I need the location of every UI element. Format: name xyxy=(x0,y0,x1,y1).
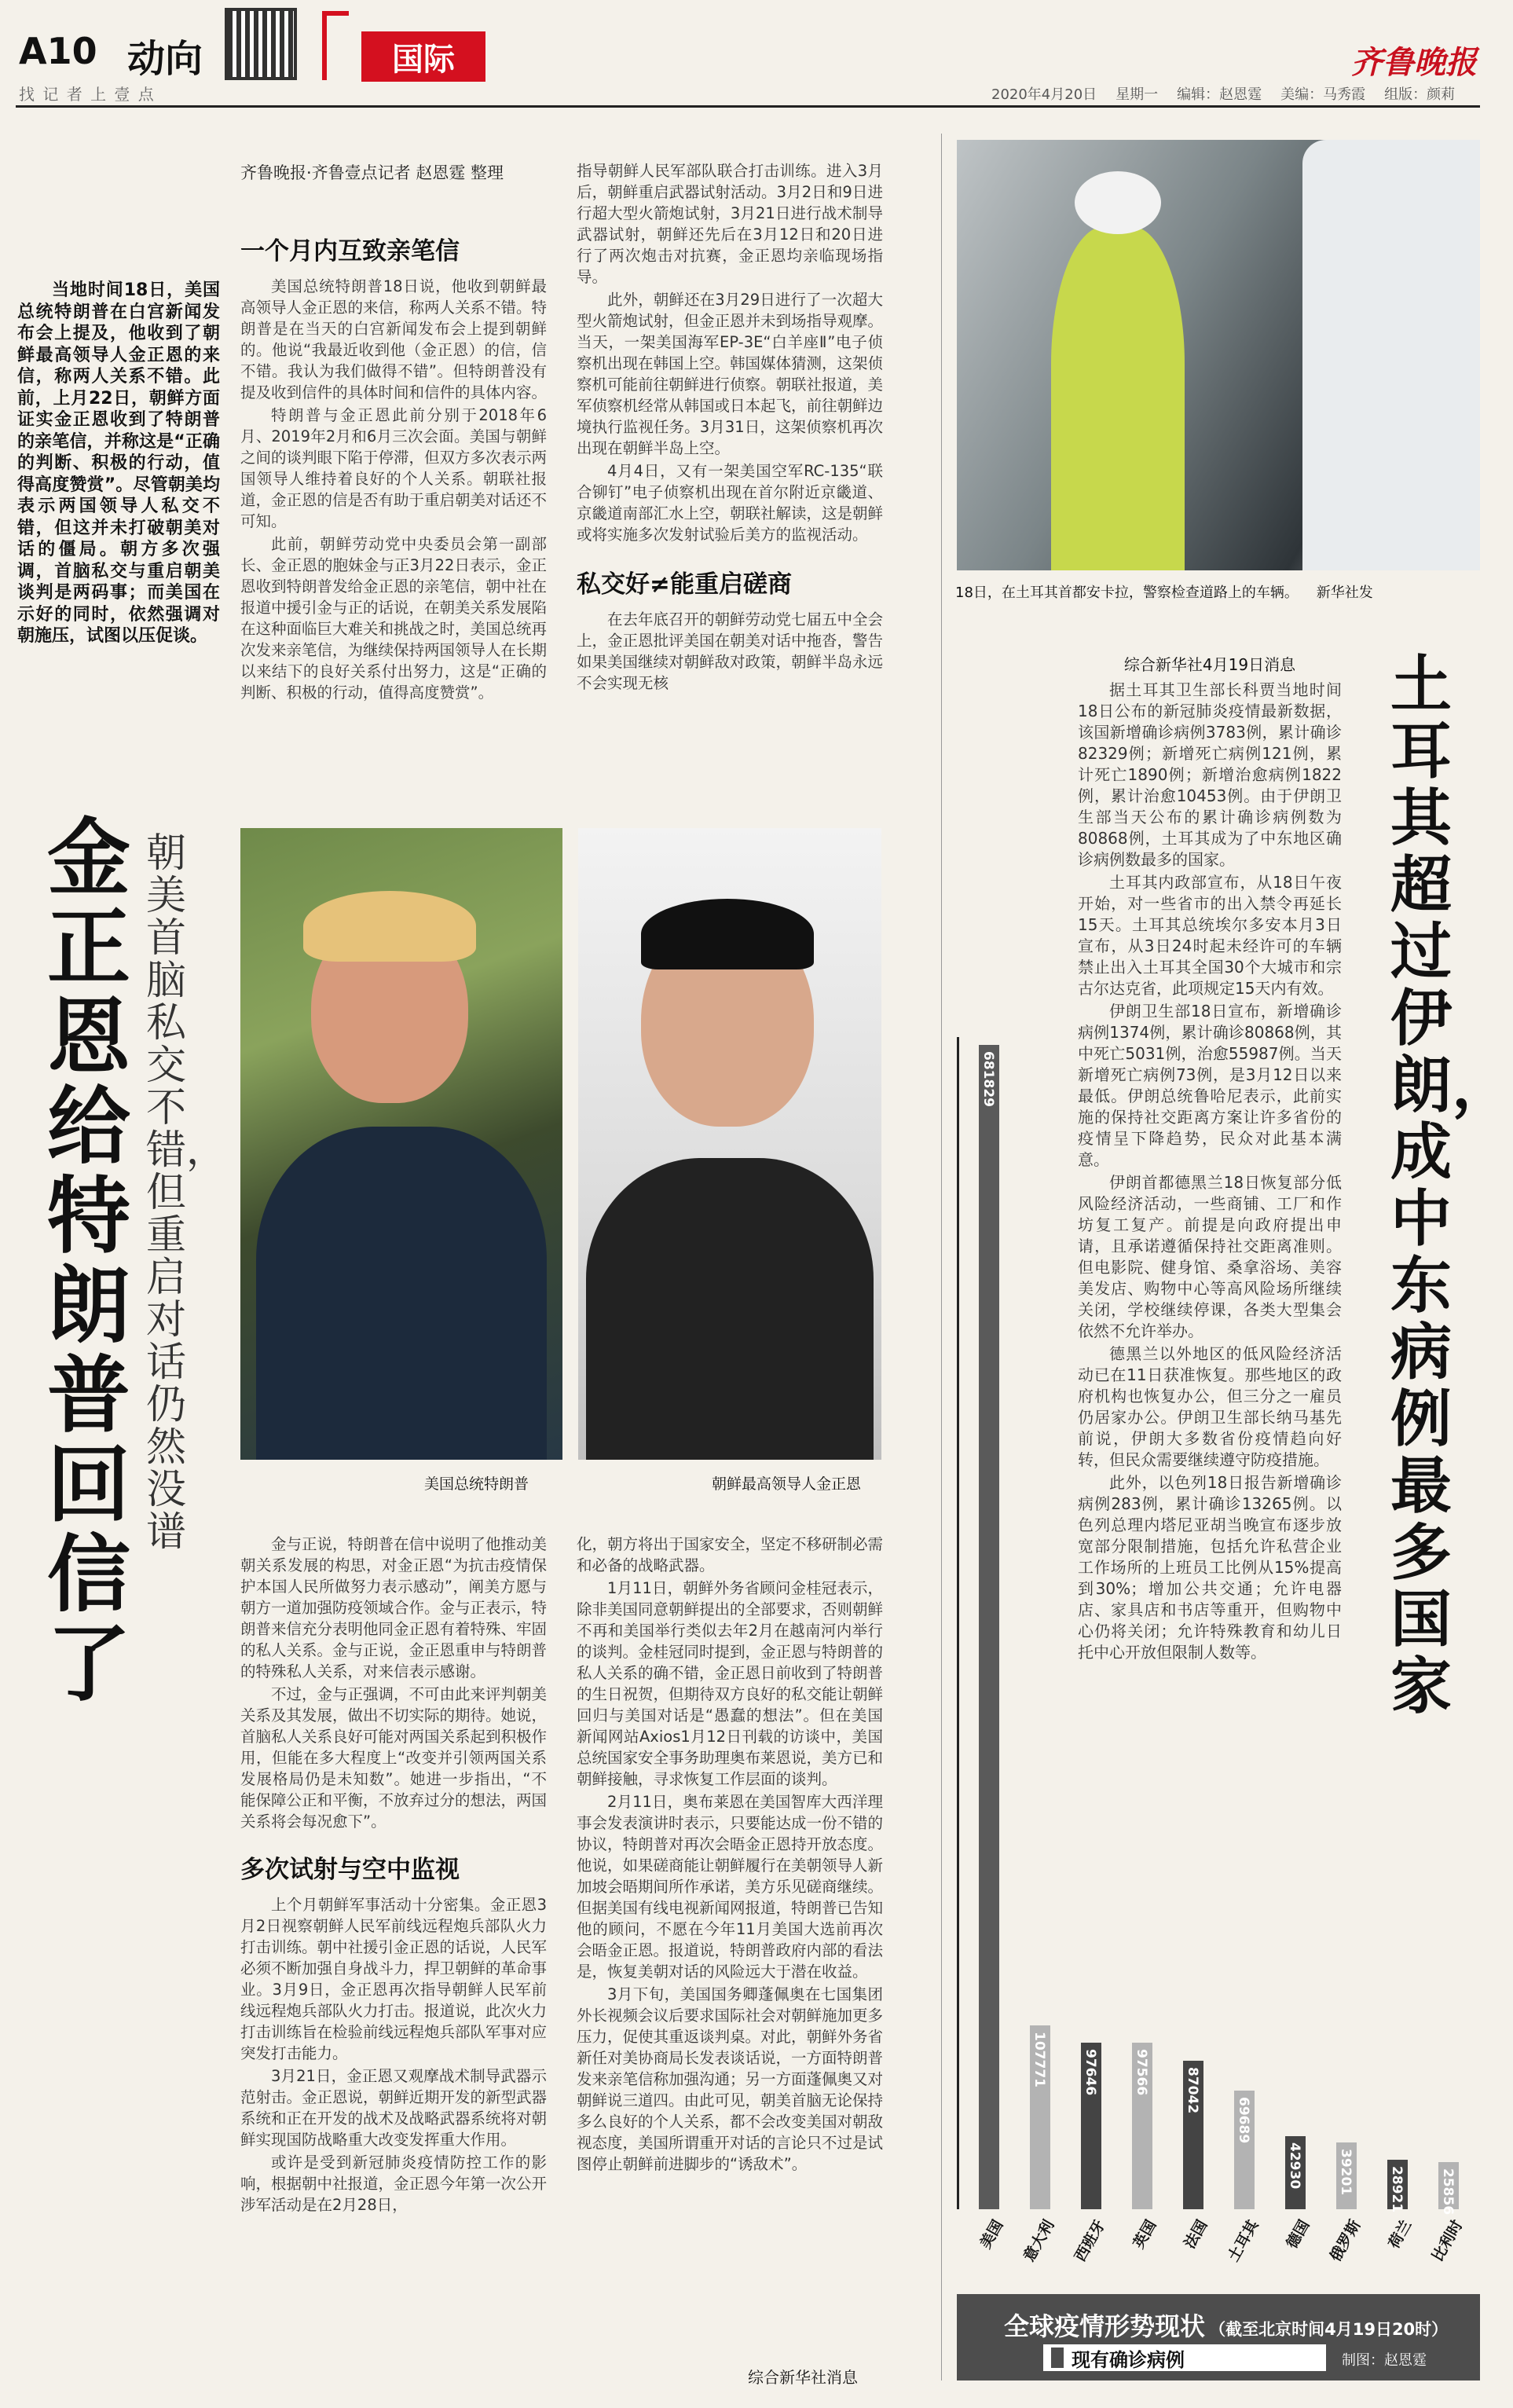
legend-label: 现有确诊病例 xyxy=(1072,2348,1185,2371)
hair-icon xyxy=(303,891,476,962)
bracket-icon xyxy=(322,11,349,80)
chart-legend xyxy=(1043,2344,1326,2371)
header-rule xyxy=(16,105,1480,108)
paragraph: 不过，金与正强调，不可由此来评判朝美关系及其发展，做出不切实际的期待。她说，首脑私人关系良好可能对两国关系起到积极作用，但能在多大程度上“改变并引领两国关系发展格局仍是未知数”。她进一步指出，“不能保障公正和平衡，不放弃过分的想法，两国关系将会每况愈下”。 xyxy=(240,1685,548,1831)
qr-code-icon xyxy=(225,8,297,80)
chart-data-label-9: 25856 xyxy=(1439,2168,1456,2216)
issue-date: 2020年4月20日 xyxy=(991,86,1097,103)
suit-icon xyxy=(586,1158,874,1460)
paragraph: 此前，朝鲜劳动党中央委员会第一副部长、金正恩的胞妹金与正3月22日表示，金正恩收到特朗普发给金正恩的亲笔信，朝中社在报道中援引金与正的话说，在朝美关系发展陷在这种面临巨大难关和挑战之时，美国总统再次发来亲笔信，为继续保持两国领导人在长期以来结下的良好关系付出努力，这是“正确的判断、积极的行动，值得高度赞赏”。 xyxy=(240,535,548,702)
designer: 美编：马秀霞 xyxy=(1280,86,1366,103)
paragraph: 或许是受到新冠肺炎疫情防控工作的影响，根据朝中社报道，金正恩今年第一次公开涉军活动是在2月28日， xyxy=(240,2153,548,2214)
hair-icon xyxy=(641,899,814,969)
article-source: 综合新华社消息 xyxy=(748,2368,858,2387)
section-subline: 找 记 者 上 壹 点 xyxy=(19,85,156,104)
chart-credit: 制图：赵恩霆 xyxy=(1342,2352,1427,2369)
chart-title-box xyxy=(957,2294,1480,2381)
paragraph: 3月下旬，美国国务卿蓬佩奥在七国集团外长视频会议后要求国际社会对朝鲜施加更多压力，促使其重返谈判桌。对此，朝鲜外务省新任对美协商局长发表谈话说，一方面特朗普发来亲笔信称加强沟通；另一方面蓬佩奥又对朝鲜说三道四。由此可见，朝美首脑无论保持多么良好的个人关系，都不会改变美国对朝敌视态度，美国所谓重开对话的言论只不过是试图停止朝鲜前进脚步的“诱敌术”。 xyxy=(577,1985,884,2173)
sub-headline: 朝美首脑私交不错，但重启对话仍然没谱 xyxy=(146,830,227,1556)
chart-title-row xyxy=(1004,2307,1448,2343)
chart-y-axis xyxy=(957,1037,959,2209)
helmet-icon xyxy=(1075,171,1161,234)
editor: 编辑：赵恩霆 xyxy=(1177,86,1262,103)
chart-data-label-5: 69689 xyxy=(1235,2096,1251,2143)
article-column-4 xyxy=(577,1534,883,2390)
paragraph: 土耳其内政部宣布，从18日午夜开始，对一些省市的出入禁令再延长15天。土耳其总统埃尔多安本月3日宣布，从3日24时起未经许可的车辆禁止出入土耳其全国30个大城市和宗古尔达克省，此项规定15天内有效。 xyxy=(1078,873,1342,998)
chart-data-label-0: 681829 xyxy=(980,1051,996,1107)
paragraph: 美国总统特朗普18日说，他收到朝鲜最高领导人金正恩的来信，称两人关系不错。特朗普是在当天的白宫新闻发布会上提到朝鲜的。他说“我最近收到他（金正恩）的信，信不错。我认为我们做得不错”。但特朗普没有提及收到信件的具体时间和信件的具体内容。 xyxy=(240,277,548,401)
column-divider xyxy=(941,134,942,2381)
lead-paragraph xyxy=(17,280,220,767)
masthead-logo: 齐鲁晚报 xyxy=(1351,44,1477,81)
trump-photo xyxy=(240,828,562,1460)
subhead-tests: 多次试射与空中监视 xyxy=(240,1856,460,1884)
vehicle-icon xyxy=(1302,140,1480,570)
chart-data-label-1: 107771 xyxy=(1031,2031,1047,2087)
turkey-police-photo xyxy=(957,140,1480,570)
chart-data-label-6: 42930 xyxy=(1286,2142,1302,2189)
chart-x-labels xyxy=(963,2216,1474,2278)
legend-swatch xyxy=(1051,2348,1064,2368)
paragraph: 德黑兰以外地区的低风险经济活动已在11日获准恢复。那些地区的政府机构也恢复办公，但三分之一雇员仍居家办公。伊朗卫生部长纳马基先前说，伊朗大多数省份疫情趋向好转，但民众需要继续遵守防疫措施。 xyxy=(1078,1344,1342,1469)
turkey-photo-caption: 18日，在土耳其首都安卡拉，警察检查道路上的车辆。 新华社发 xyxy=(955,585,1373,601)
paragraph: 在去年底召开的朝鲜劳动党七届五中全会上，金正恩批评美国在朝美对话中拖沓，警告如果美国继续对朝鲜敌对政策，朝鲜半岛永远不会实现无核 xyxy=(577,610,884,692)
kim-photo xyxy=(578,828,881,1460)
paragraph: 特朗普与金正恩此前分别于2018年6月、2019年2月和6月三次会面。美国与朝鲜之间的谈判眼下陷于停滞，但双方多次表示两国领导人维持着良好的个人关系。朝联社报道，金正恩的信是否有助于重启朝美对话还不可知。 xyxy=(240,406,548,530)
paragraph: 此外，朝鲜还在3月29日进行了一次超大型火箭炮试射，但金正恩并未到场指导观摩。当天，一架美国海军EP-3E“白羊座Ⅱ”电子侦察机出现在韩国上空。韩国媒体猜测，这架侦察机可能前往朝鲜进行侦察。朝联社报道，美军侦察机经常从韩国或日本起飞，前往朝鲜边境执行监视任务。3月31日，这架侦察机再次出现在朝鲜半岛上空。 xyxy=(577,291,884,457)
paragraph: 伊朗卫生部18日宣布，新增确诊病例1374例，累计确诊80868例，其中死亡5031例，治愈55987例。当天新增死亡病例73例，是3月12日以来最低。伊朗总统鲁哈尼表示，此前实施的保持社交距离方案让许多省份的疫情呈下降趋势，民众对此基本满意。 xyxy=(1078,1002,1342,1169)
chart-area xyxy=(957,1037,1480,2381)
turkey-headline: 土耳其超过伊朗，成中东病例最多国家 xyxy=(1390,650,1513,1722)
section-badge xyxy=(361,31,485,82)
paragraph: 金与正说，特朗普在信中说明了他推动美朝关系发展的构思，对金正恩“为抗击疫情保护本国人民所做努力表示感动”，阐美方愿与朝方一道加强防疫领域合作。金与正表示，特朗普来信充分表明他同金正恩有着特殊、牢固的私人关系。金与正说，金正恩重申与特朗普的特殊私人关系，对来信表示感谢。 xyxy=(240,1535,548,1680)
chart-data-label-3: 97566 xyxy=(1133,2048,1149,2096)
subhead-letters: 一个月内互致亲笔信 xyxy=(240,237,460,266)
chart-title: 全球疫情形势现状 xyxy=(1004,2311,1206,2341)
article-byline: 齐鲁晚报·齐鲁壹点记者 赵恩霆 整理 xyxy=(240,163,504,182)
proofreader: 组版：颜莉 xyxy=(1384,86,1456,103)
chart-category-label-9: 比利时 xyxy=(1428,2217,1467,2265)
paragraph: 上个月朝鲜军事活动十分密集。金正恩3月2日视察朝鲜人民军前线远程炮兵部队火力打击训练。朝中社援引金正恩的话说，人民军必须不断加强自身战斗力，捍卫朝鲜的革命事业。3月9日，金正恩再次指导朝鲜人民军前线远程炮兵部队火力打击。报道说，此次火力打击训练旨在检验前线远程炮兵部队军事对应突发打击能力。 xyxy=(240,1896,548,2062)
kim-caption: 朝鲜最高领导人金正恩 xyxy=(712,1475,862,1493)
paragraph: 3月21日，金正恩又观摩战术制导武器示范射击。金正恩说，朝鲜近期开发的新型武器系统和正在开发的战术及战略武器系统将对朝鲜实现国防战略重大改变发挥重大作用。 xyxy=(240,2067,548,2149)
paragraph: 据土耳其卫生部长科贾当地时间18日公布的新冠肺炎疫情最新数据，该国新增确诊病例3783例，累计确诊82329例；新增死亡病例121例，累计死亡1890例；新增治愈病例1822例，累计治愈10453例。由于伊朗卫生部当天公布的累计确诊病例数为80868例，土耳其成为了中东地区确诊病例数最多的国家。 xyxy=(1078,680,1342,869)
chart-category-label-3: 英国 xyxy=(1129,2217,1160,2252)
main-headline: 金正恩给特朗普回信了 xyxy=(47,810,130,1713)
chart-data-label-8: 28921 xyxy=(1388,2166,1405,2213)
article-column-3 xyxy=(240,1534,547,2398)
paragraph: 4月4日，又有一架美国空军RC-135“联合铆钉”电子侦察机出现在首尔附近京畿道、京畿道南部汇水上空，朝联社解读，这是朝鲜或将实施多次发射试验后美方的监视活动。 xyxy=(577,462,884,544)
chart-category-label-8: 荷兰 xyxy=(1384,2217,1416,2252)
section-name: 动向 xyxy=(127,37,203,81)
chart-bar-0 xyxy=(979,1045,999,2209)
chart-category-label-7: 俄罗斯 xyxy=(1326,2217,1365,2265)
issue-weekday: 星期一 xyxy=(1116,86,1159,103)
chart-data-label-7: 39201 xyxy=(1337,2148,1354,2195)
chart-category-label-4: 法国 xyxy=(1180,2217,1211,2252)
subhead-friendship: 私交好≠能重启磋商 xyxy=(577,570,792,599)
paragraph: 1月11日，朝鲜外务省顾问金桂冠表示，除非美国同意朝鲜提出的全部要求，否则朝鲜不再和美国举行类似去年2月在越南河内举行的谈判。金桂冠同时提到，金正恩与特朗普的私人关系的确不错，金正恩日前收到了特朗普的生日祝贺，但期待双方良好的私交能让朝鲜回归与美国对话是“愚蠢的想法”。但在美国新闻网站Axios1月12日刊载的访谈中，美国总统国家安全事务助理奥布莱恩说，美方已和朝鲜接触，寻求恢复工作层面的谈判。 xyxy=(577,1579,884,1788)
paragraph: 此外，以色列18日报告新增确诊病例283例，累计确诊13265例。以色列总理内塔尼亚胡当晚宣布逐步放宽部分限制措施，包括允许私营企业工作场所的上班员工比例从15%提高到30%；增加公共交通；允许电器店、家具店和书店等重开，但购物中心仍将关闭；允许特殊教育和幼儿日托中心开放但限制人数等。 xyxy=(1078,1473,1342,1662)
chart-data-label-2: 97646 xyxy=(1082,2048,1098,2095)
chart-data-label-4: 87042 xyxy=(1184,2066,1200,2113)
paragraph: 伊朗首都德黑兰18日恢复部分低风险经济活动，一些商铺、工厂和作坊复工复产。前提是向政府提出申请，且承诺遵循保持社交距离准则。但电影院、健身馆、桑拿浴场、美容美发店、购物中心等高风险场所继续关闭，学校继续停课，各类大型集会依然不允许举办。 xyxy=(1078,1173,1342,1340)
chart-category-label-2: 西班牙 xyxy=(1071,2217,1109,2265)
article-column-2 xyxy=(577,160,883,812)
officer-icon xyxy=(1051,226,1185,570)
paragraph: 化，朝方将出于国家安全，坚定不移研制必需和必备的战略武器。 xyxy=(577,1535,884,1574)
suit-icon xyxy=(256,1127,547,1460)
header xyxy=(0,0,1496,126)
chart-category-label-5: 土耳其 xyxy=(1224,2217,1262,2265)
chart-plot xyxy=(963,1037,1474,2216)
chart-category-label-0: 美国 xyxy=(976,2217,1007,2252)
chart-category-label-6: 德国 xyxy=(1282,2217,1313,2252)
chart-category-label-1: 意大利 xyxy=(1020,2217,1058,2265)
chart-subtitle: （截至北京时间4月19日20时） xyxy=(1209,2320,1449,2339)
turkey-source: 综合新华社4月19日消息 xyxy=(1123,655,1296,674)
masthead-info xyxy=(991,83,1455,104)
trump-caption: 美国总统特朗普 xyxy=(424,1475,529,1493)
paragraph: 指导朝鲜人民军部队联合打击训练。进入3月后，朝鲜重启武器试射活动。3月2日和9日进行超大型火箭炮试射，3月21日进行战术制导武器试射，朝鲜还先后在3月12日和20日进行了两次炮击对抗赛，金正恩均亲临现场指导。 xyxy=(577,162,883,286)
lead-text: 当地时间18日，美国总统特朗普在白宫新闻发布会上提及，他收到了朝鲜最高领导人金正恩的来信，称两人关系不错。此前，上月22日，朝鲜方面证实金正恩收到了特朗普的亲笔信，并称这是“正确的判断、积极的行动，值得高度赞赏”。尽管朝美均表示两国领导人私交不错，但这并未打破朝美对话的僵局。朝方多次强调，首脑私交与重启朝美谈判是两码事；而美国在示好的同时，依然强调对朝施压，试图以压促谈。 xyxy=(17,280,220,646)
paragraph: 2月11日，奥布莱恩在美国智库大西洋理事会发表演讲时表示，只要能达成一份不错的协议，特朗普对再次会晤金正恩持开放态度。他说，如果磋商能让朝鲜履行在美朝领导人新加坡会晤期间所作承诺，美方乐见磋商继续。但据美国有线电视新闻网报道，特朗普已告知他的顾问，不愿在今年11月美国大选前再次会晤金正恩。报道说，特朗普政府内部的看法是，恢复美朝对话的风险远大于潜在收益。 xyxy=(577,1793,884,1981)
article-column-1 xyxy=(240,223,547,814)
badge-label: 国际 xyxy=(392,41,455,78)
page-number: A10 xyxy=(19,30,97,72)
